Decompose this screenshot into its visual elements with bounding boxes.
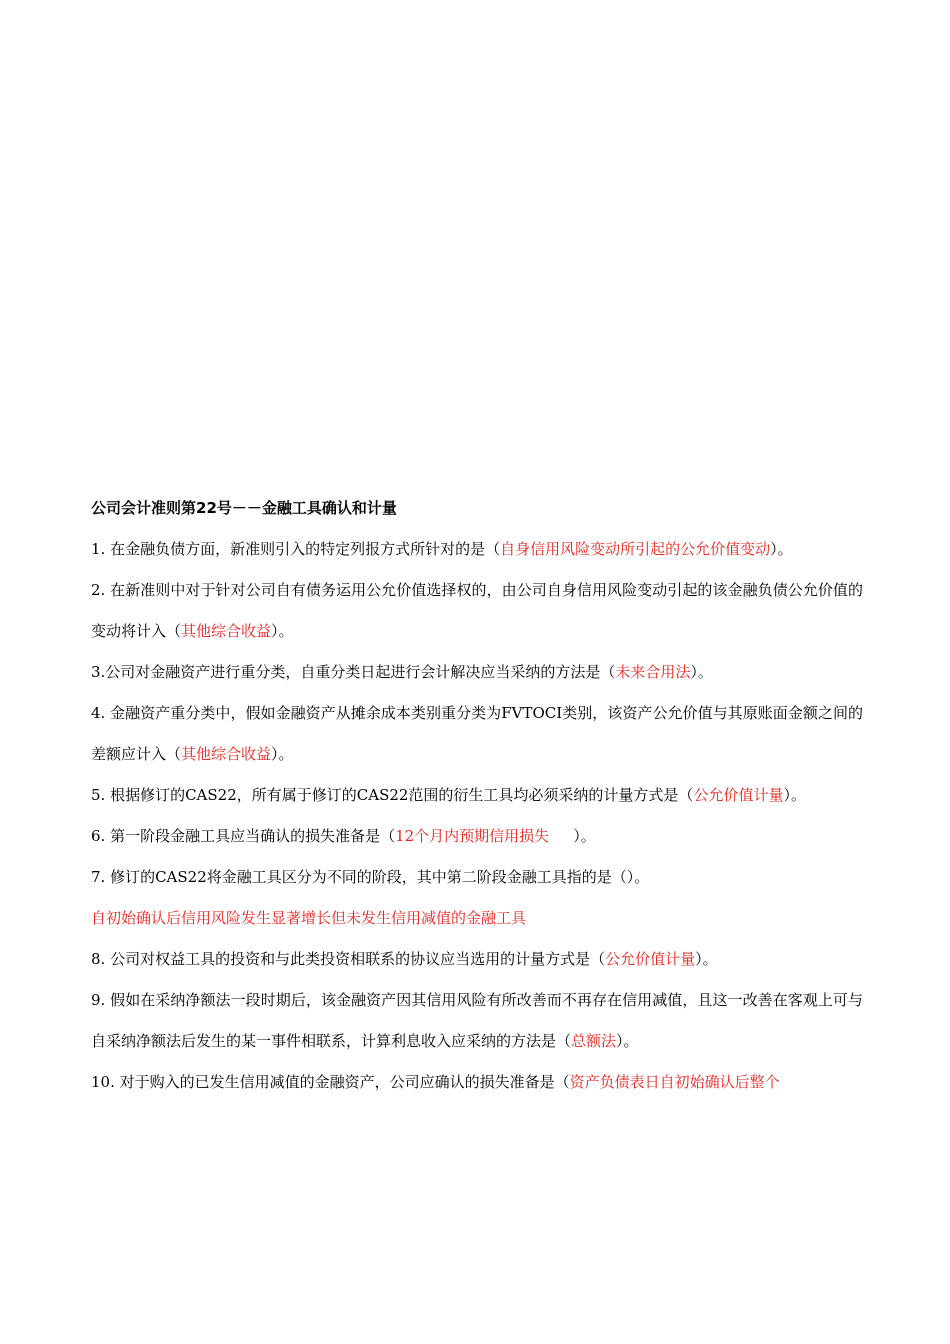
question-9 <box>91 980 863 1062</box>
question-tail: ）。 <box>271 745 294 763</box>
question-text: 8. 公司对权益工具的投资和与此类投资相联系的协议应当选用的计量方式是（ <box>91 950 606 968</box>
document-body <box>91 497 863 1103</box>
document-title: 公司会计准则第22号－－金融工具确认和计量 <box>91 499 397 517</box>
question-text: 2. 在新准则中对于针对公司自有债务运用公允价值选择权的，由公司自身信用风险变动引起的该金融负债公允价值的变动将计入（ <box>91 581 863 640</box>
question-7-answer: 自初始确认后信用风险发生显著增长但未发生信用减值的金融工具 <box>91 909 527 927</box>
question-text: 9. 假如在采纳净额法一段时期后，该金融资产因其信用风险有所改善而不再存在信用减值，且这一改善在客观上可与自采纳净额法后发生的某一事件相联系，计算利息收入应采纳的方法是（ <box>91 991 863 1050</box>
question-4 <box>91 693 863 775</box>
question-text: 6. 第一阶段金融工具应当确认的损失准备是（ <box>91 827 396 845</box>
question-text: 4. 金融资产重分类中，假如金融资产从摊余成本类别重分类为FVTOCI类别，该资产公允价值与其原账面金额之间的差额应计入（ <box>91 704 863 763</box>
question-tail: ）。 <box>770 540 793 558</box>
question-text: 1. 在金融负债方面，新准则引入的特定列报方式所针对的是（ <box>91 540 501 558</box>
answer-text: 其他综合收益 <box>181 745 272 763</box>
question-3 <box>91 652 863 693</box>
question-tail: ）。 <box>695 950 718 968</box>
question-tail: ）。 <box>271 622 294 640</box>
question-tail: ）。 <box>690 663 713 681</box>
question-tail: ）。 <box>573 827 596 845</box>
answer-text: 自身信用风险变动所引起的公允价值变动 <box>500 540 771 558</box>
question-text: 3.公司对金融资产进行重分类，自重分类日起进行会计解决应当采纳的方法是（ <box>91 663 616 681</box>
answer-text: 公允价值计量 <box>605 950 696 968</box>
question-tail: ）。 <box>783 786 806 804</box>
question-tail: ）。 <box>616 1032 639 1050</box>
question-10 <box>91 1062 863 1103</box>
answer-text: 其他综合收益 <box>181 622 272 640</box>
answer-text: 12个月内预期信用损失 <box>395 827 550 845</box>
answer-text: 总额法 <box>571 1032 617 1050</box>
question-5 <box>91 775 863 816</box>
question-7 <box>91 857 863 898</box>
answer-text: 资产负债表日自初始确认后整个 <box>569 1073 780 1091</box>
question-1 <box>91 529 863 570</box>
answer-text: 公允价值计量 <box>693 786 784 804</box>
question-8 <box>91 939 863 980</box>
answer-text: 未来合用法 <box>615 663 691 681</box>
question-text: 10. 对于购入的已发生信用减值的金融资产，公司应确认的损失准备是（ <box>91 1073 570 1091</box>
question-text: 7. 修订的CAS22将金融工具区分为不同的阶段，其中第二阶段金融工具指的是（）。 <box>91 868 650 886</box>
question-2 <box>91 570 863 652</box>
question-6 <box>91 816 863 857</box>
question-text: 5. 根据修订的CAS22，所有属于修订的CAS22范围的衍生工具均必须采纳的计量方式是（ <box>91 786 694 804</box>
